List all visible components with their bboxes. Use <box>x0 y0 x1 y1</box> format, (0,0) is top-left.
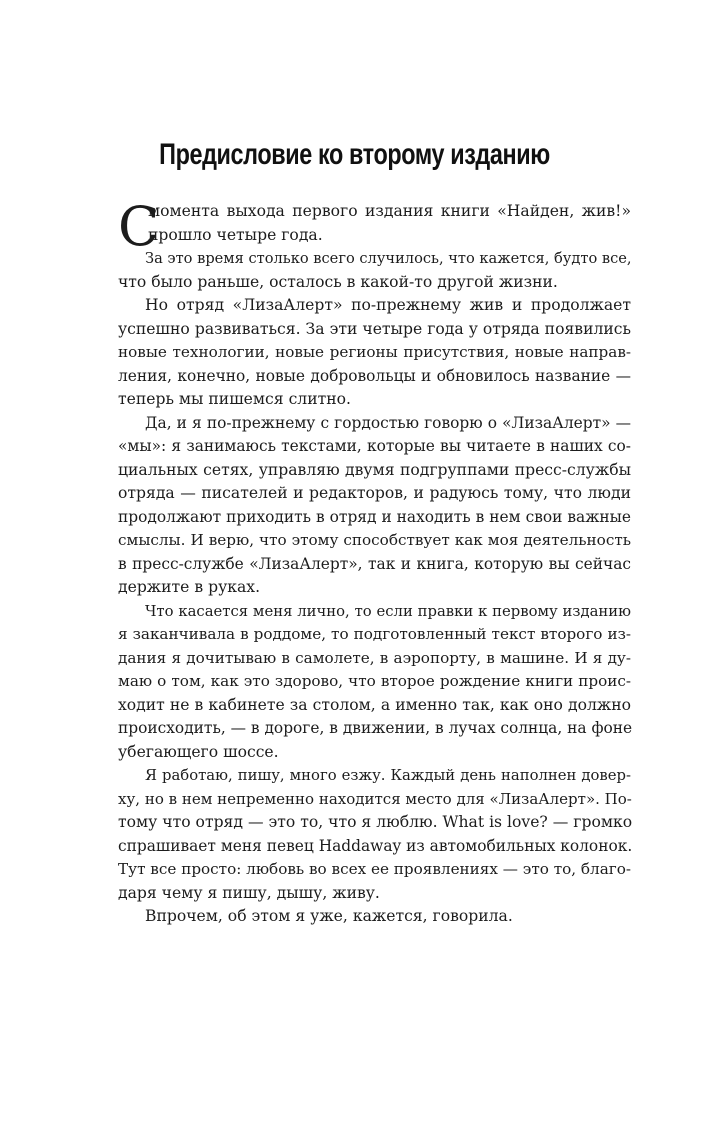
paragraph-4 <box>118 412 631 600</box>
text-line: отряда — писателей и редакторов, и радуюсь тому, что люди <box>118 484 631 502</box>
text-line: Впрочем, об этом я уже, кажется, говорила. <box>145 907 513 925</box>
text-line: даря чему я пишу, дышу, живу. <box>118 883 380 902</box>
text-line: теперь мы пишемся слитно. <box>118 390 351 408</box>
text-line: прошло четыре года. <box>148 225 323 244</box>
text-line: продолжают приходить в отряд и находить в нем свои важные <box>118 507 631 526</box>
text-line: ления, конечно, новые добровольцы и обновилось название — <box>118 366 631 385</box>
text-line: новые технологии, новые регионы присутствия, новые направ- <box>118 343 631 361</box>
text-line: в пресс-службе «ЛизаАлерт», так и книга, которую вы сейчас <box>118 554 631 573</box>
text-line: Но отряд «ЛизаАлерт» по-прежнему жив и продолжает <box>145 296 631 314</box>
chapter-body <box>118 195 633 929</box>
paragraph-5 <box>118 600 631 765</box>
text-line: происходить, — в дороге, в движении, в лучах солнца, на фоне <box>118 719 633 737</box>
text-line: убегающего шоссе. <box>118 742 279 761</box>
text-line: За это время столько всего случилось, что кажется, будто все, <box>145 250 632 267</box>
text-line: ходит не в кабинете за столом, а именно так, как оно должно <box>118 695 631 714</box>
text-line: тому что отряд — это то, что я люблю. What is love? — громко <box>118 813 633 831</box>
text-line: успешно развиваться. За эти четыре года у отряда появились <box>118 319 631 338</box>
text-line: Да, и я по-прежнему с гордостью говорю о «ЛизаАлерт» — <box>145 413 631 432</box>
paragraph-6 <box>118 764 631 905</box>
text-line: я заканчивала в роддоме, то подготовленный текст второго из- <box>118 625 631 643</box>
text-line: момента выхода первого издания книги «Найден, жив!» <box>148 202 631 220</box>
paragraph-1 <box>118 200 631 247</box>
paragraph-3 <box>118 294 631 412</box>
text-line: Я работаю, пишу, много езжу. Каждый день наполнен довер- <box>145 767 631 784</box>
paragraph-2 <box>118 247 631 294</box>
text-line: спрашивает меня певец Haddaway из автомобильных колонок. <box>118 836 633 855</box>
text-line: дания я дочитываю в самолете, в аэропорту, в машине. И я ду- <box>118 648 631 667</box>
text-line: маю о том, как это здорово, что второе рождение книги проис- <box>118 672 631 690</box>
text-line: Что касается меня лично, то если правки к первому изданию <box>145 602 631 620</box>
text-line: смыслы. И верю, что этому способствует как моя деятельность <box>118 531 631 549</box>
text-line: держите в руках. <box>118 578 261 596</box>
text-line: ху, но в нем непременно находится место для «ЛизаАлерт». По- <box>118 789 632 808</box>
text-line: Тут все просто: любовь во всех ее проявлениях — это то, благо- <box>118 860 631 878</box>
text-line: «мы»: я занимаюсь текстами, которые вы читаете в наших со- <box>118 437 631 455</box>
text-line: циальных сетях, управляю двумя подгруппами пресс-службы <box>118 460 631 479</box>
chapter-title: Предисловие ко второму изданию <box>159 138 550 171</box>
drop-cap-letter: С <box>118 195 160 258</box>
paragraph-7 <box>118 905 631 929</box>
text-line: что было раньше, осталось в какой-то другой жизни. <box>118 272 558 291</box>
